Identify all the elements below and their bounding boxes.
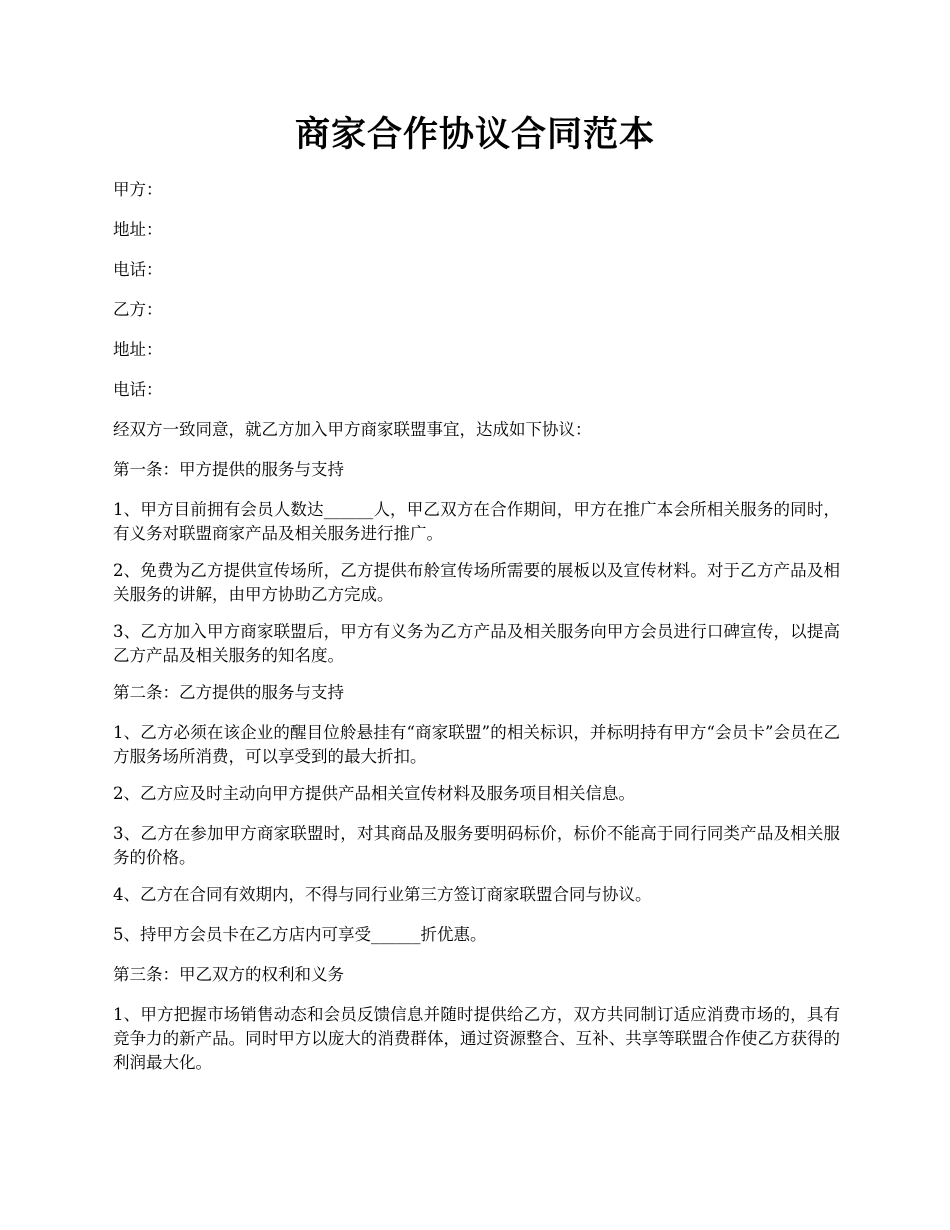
party-a-phone-label: 电话： [113, 260, 163, 279]
article-2-clause-1: 1、乙方必须在该企业的醒目位舲悬挂有“商家联盟”的相关标识，并标明持有甲方“会员卡”会员在乙方服务场所消费，可以享受到的最大折扣。 [113, 723, 840, 766]
party-b-address-label: 地址： [113, 340, 163, 359]
agreement-intro: 经双方一致同意，就乙方加入甲方商家联盟事宜，达成如下协议： [113, 420, 592, 439]
article-3-heading: 第三条：甲乙双方的权利和义务 [113, 965, 344, 984]
party-b-phone-label: 电话： [113, 380, 163, 399]
article-1-heading: 第一条：甲方提供的服务与支持 [113, 460, 344, 479]
article-2-clause-5: 5、持甲方会员卡在乙方店内可享受______折优惠。 [113, 925, 487, 944]
party-a-address-label: 地址： [113, 220, 163, 239]
document-title: 商家合作协议合同范本 [294, 114, 655, 155]
article-2-clause-2: 2、乙方应及时主动向甲方提供产品相关宣传材料及服务项目相关信息。 [113, 784, 635, 803]
party-a-label: 甲方： [113, 180, 163, 199]
article-2-clause-3: 3、乙方在参加甲方商家联盟时，对其商品及服务要明码标价，标价不能高于同行同类产品及相关服务的价格。 [113, 824, 840, 867]
party-b-label: 乙方： [113, 300, 163, 319]
article-1-clause-2: 2、免费为乙方提供宣传场所，乙方提供布舲宣传场所需要的展板以及宣传材料。对于乙方产品及相关服务的讲解，由甲方协助乙方完成。 [113, 561, 840, 604]
article-1-clause-1: 1、甲方目前拥有会员人数达______人，甲乙双方在合作期间，甲方在推广本会所相关服务的同时，有义务对联盟商家产品及相关服务进行推广。 [113, 500, 840, 543]
article-3-clause-1: 1、甲方把握市场销售动态和会员反馈信息并随时提供给乙方，双方共同制订适应消费市场的，具有竞争力的新产品。同时甲方以庞大的消费群体，通过资源整合、互补、共享等联盟合作使乙方获得的利润最大化。 [113, 1005, 840, 1072]
article-2-heading: 第二条：乙方提供的服务与支持 [113, 683, 344, 702]
article-2-clause-4: 4、乙方在合同有效期内，不得与同行业第三方签订商家联盟合同与协议。 [113, 885, 652, 904]
document-body [113, 178, 840, 1088]
article-1-clause-3: 3、乙方加入甲方商家联盟后，甲方有义务为乙方产品及相关服务向甲方会员进行口碑宣传，以提高乙方产品及相关服务的知名度。 [113, 622, 840, 665]
